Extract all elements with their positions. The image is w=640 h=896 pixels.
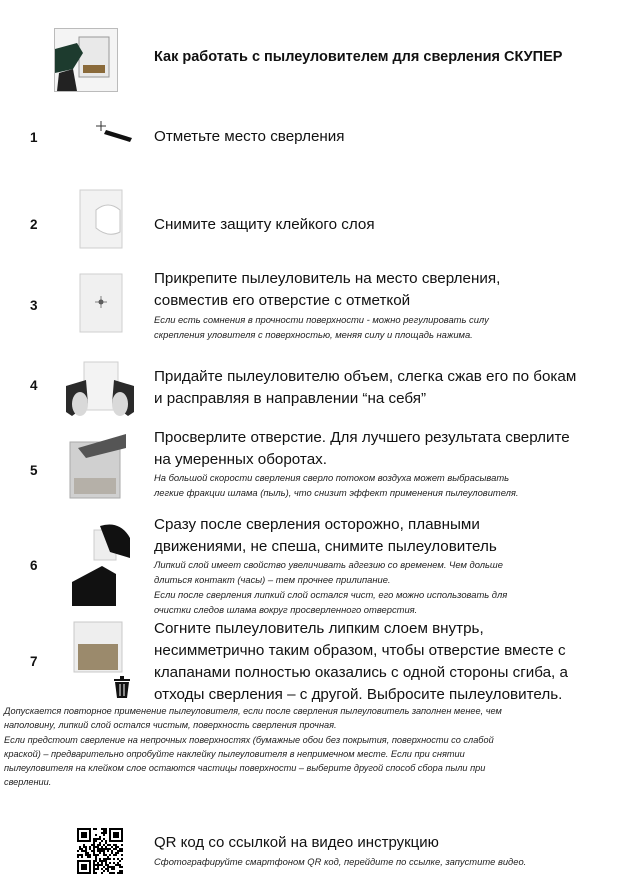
marker-photo [92,120,134,144]
qr-code[interactable] [77,828,123,874]
footer-note-line: Если предстоит сверление на непрочных поверхностях (бумажные обои без покрытия, поверхности со слабой [4,734,494,745]
step-note: очистки следов шлама вокруг просверленного отверстия. [154,604,418,615]
step-note: Липкий слой имеет свойство увеличивать адгезию со временем. Чем дольше [154,559,503,570]
step-note: На большой скорости сверления сверло потоком воздуха может выбрасывать [154,472,510,483]
header-photo [54,28,118,92]
step-title: Сразу после сверления осторожно, плавными [154,516,480,533]
qr-note: Сфотографируйте смартфоном QR код, перейдите по ссылке, запустите видео. [154,856,527,867]
bag-attached-photo [78,272,124,334]
footer-note-line: Допускается повторное применение пылеуловителя, если после сверления пылеуловитель заполнен менее, чем [4,706,502,716]
step-title: клапанами полностью оказались с одной стороны сгиба, а [154,664,568,681]
drilling-photo [66,434,126,500]
step-note: Если есть сомнения в прочности поверхности - можно регулировать силу [154,314,489,325]
footer-notes [4,704,594,790]
step-number: 5 [30,463,38,478]
step-number: 1 [30,130,38,145]
step-number: 6 [30,558,38,573]
step-title: Прикрепите пылеуловитель на место сверления, [154,270,501,287]
step-title: несимметрично таким образом, чтобы отверстие вместе с [154,642,566,659]
step-title: движениями, не спеша, снимите пылеуловитель [154,538,497,555]
step-note: длиться контакт (часы) – тем прочнее прилипание. [154,574,391,585]
step-note: легкие фракции шлама (пыль), что снизит эффект применения пылеуловителя. [154,487,519,498]
bag-peel-photo [78,188,124,250]
step-title: на умеренных оборотах. [154,451,327,468]
step-title: отходы сверления – с другой. Выбросите пылеуловитель. [154,686,563,703]
step-title: Согните пылеуловитель липким слоем внутрь, [154,620,484,637]
step-number: 4 [30,378,38,393]
qr-title: QR код со ссылкой на видео инструкцию [154,834,439,851]
step-note: Если после сверления липкий слой остался чист, его можно использовать для [154,589,508,600]
step-title: Снимите защиту клейкого слоя [154,216,375,233]
step-number: 2 [30,217,38,232]
step-title: Отметьте место сверления [154,128,345,145]
footer-note-line: краской) – предварительно опробуйте наклейку пылеуловителя в непримечном месте. Если при снятии [4,748,465,759]
step-note: скрепления уловителя с поверхностью, меняя силу и площадь нажима. [154,329,473,340]
step-number: 3 [30,298,38,313]
step-title: Просверлите отверстие. Для лучшего результата сверлите [154,429,570,446]
removing-photo [72,522,132,606]
step-number: 7 [30,654,38,669]
folded-bag-photo [72,620,124,674]
footer-note-line: сверлении. [4,777,52,788]
footer-note-line: наполовину, липкий слой остался чистым, поверхность сверления прочная. [4,720,337,731]
step-title: и расправляя в направлении “на себя” [154,390,427,407]
step-title: совместив его отверстие с отметкой [154,292,411,309]
step-title: Придайте пылеуловителю объем, слегка сжав его по бокам [154,368,577,385]
page-title: Как работать с пылеуловителем для сверления СКУПЕР [154,49,563,65]
trash-icon [113,676,131,698]
bag-volume-photo [66,356,134,428]
footer-note-line: пылеуловителя на клейком слое остаются частицы поверхности – выберите другой способ сбора пыли при [4,763,486,774]
